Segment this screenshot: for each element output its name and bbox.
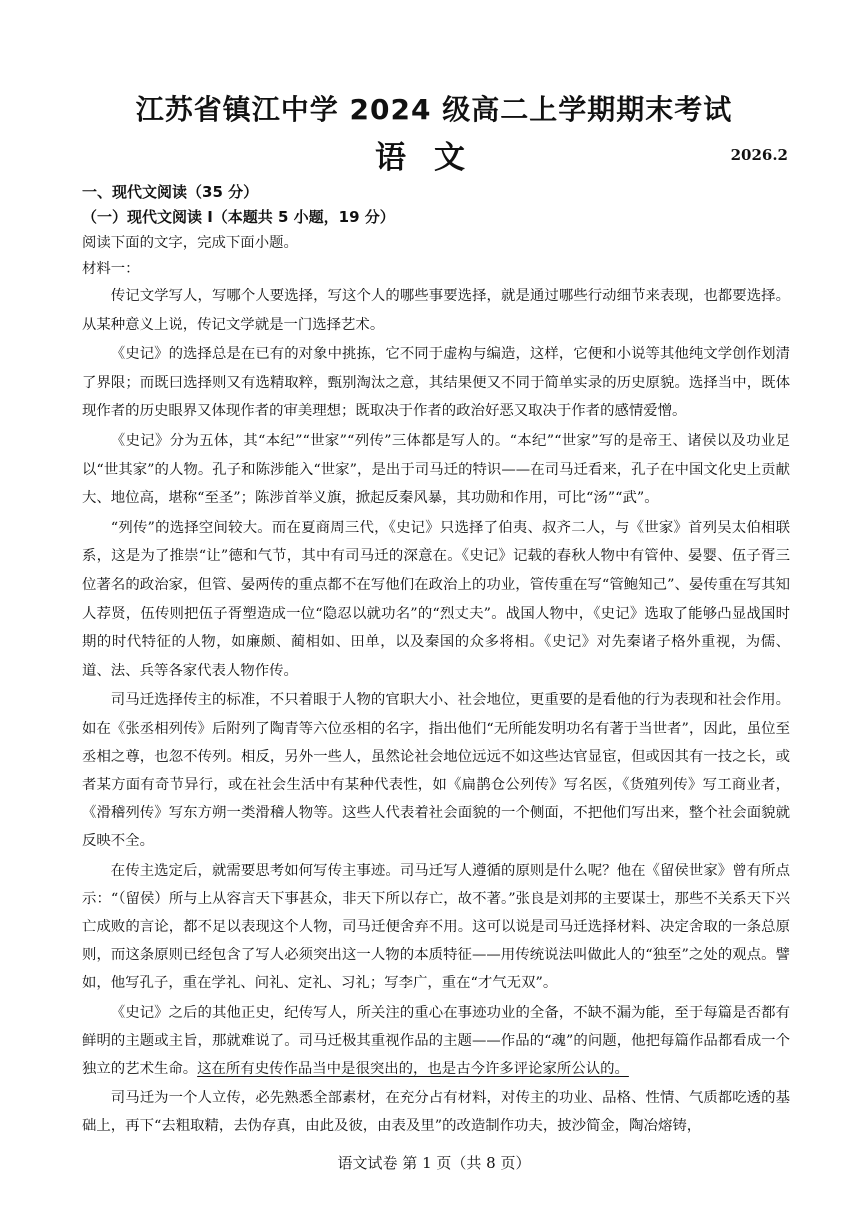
exam-title: 江苏省镇江中学 2024 级高二上学期期末考试	[135, 93, 733, 126]
page-footer: 语文试卷 第 1 页（共 8 页）	[337, 1154, 531, 1172]
paragraph-3: 《史记》分为五体，其“本纪”“世家”“列传”三体都是写人的。“本纪”“世家”写的是帝王、诸侯以及功业足以“世其家”的人物。孔子和陈涉能入“世家”，是出于司马迁的特识——在司马迁看来，孔子在中国文化史上贡献大、地位高，堪称“至圣”；陈涉首举义旗，掀起反秦风暴，其功勋和作用，可比“汤”“武”。	[82, 432, 790, 507]
material-label: 材料一：	[82, 261, 140, 277]
subsection-heading: （一）现代文阅读 I（本题共 5 小题，19 分）	[82, 208, 395, 226]
paragraph-8: 司马迁为一个人立传，必先熟悉全部素材，在充分占有材料，对传主的功业、品格、性情、气质都吃透的基础上，再下“去粗取精，去伪存真，由此及彼，由表及里”的改造制作功夫，披沙简金，陶冶熔铸，	[82, 1090, 790, 1135]
reading-section	[82, 180, 790, 1142]
section-heading: 一、现代文阅读（35 分）	[82, 183, 259, 201]
paragraph-2: 《史记》的选择总是在已有的对象中挑拣，它不同于虚构与编造，这样，它便和小说等其他纯文学创作划清了界限；而既曰选择则又有选精取粹，甄别淘汰之意，其结果便又不同于简单实录的历史原貌。选择当中，既体现作者的历史眼界又体现作者的审美理想；既取决于作者的政治好恶又取决于作者的感情爱憎。	[82, 346, 790, 420]
paragraph-1: 传记文学写人，写哪个人要选择，写这个人的哪些事要选择，就是通过哪些行动细节来表现，也都要选择。从某种意义上说，传记文学就是一门选择艺术。	[82, 288, 790, 333]
paragraph-7	[82, 999, 790, 1084]
paragraph-6: 在传主选定后，就需要思考如何写传主事迹。司马迁写人遵循的原则是什么呢？他在《留侯世家》曾有所点示：“（留侯）所与上从容言天下事甚众，非天下所以存亡，故不著。”张良是刘邦的主要谋士，那些不关系天下兴亡成败的言论，都不足以表现这个人物，司马迁便舍弃不用。这可以说是司马迁选择材料、决定舍取的一条总原则，而这条原则已经包含了写人必须突出这一人物的本质特征——用传统说法叫做此人的“独至”之处的观点。譬如，他写孔子，重在学礼、问礼、定礼、习礼；写李广，重在“才气无双”。	[82, 862, 790, 992]
paragraph-4: “列传”的选择空间较大。而在夏商周三代，《史记》只选择了伯夷、叔齐二人，与《世家》首列吴太伯相联系，这是为了推崇“让”德和气节，其中有司马迁的深意在。《史记》记载的春秋人物中有管仲、晏婴、伍子胥三位著名的政治家，但管、晏两传的重点都不在写他们在政治上的功业，管传重在写“管鲍知己”、晏传重在写其知人荐贤，伍传则把伍子胥塑造成一位“隐忍以就功名”的“烈丈夫”。战国人物中，《史记》选取了能够凸显战国时期的时代特征的人物，如廉颇、蔺相如、田单，以及秦国的众多将相。《史记》对先秦诸子格外重视，为儒、道、法、兵等各家代表人物作传。	[82, 519, 790, 679]
instruction-text: 阅读下面的文字，完成下面小题。	[82, 235, 298, 251]
underlined-sentence: 这在所有史传作品当中是很突出的，也是古今许多评论家所公认的。	[197, 1060, 629, 1077]
paragraph-7-text: 《史记》之后的其他正史，纪传写人，所关注的重心在事迹功业的全备，不缺不漏为能，至于每篇是否都有鲜明的主题或主旨，那就难说了。司马迁极其重视作品的主题——作品的“魂”的问题，他把每篇作品都看成一个独立的艺术生命。	[82, 1004, 790, 1077]
subject-title: 语文	[375, 140, 493, 176]
paragraph-5: 司马迁选择传主的标准，不只着眼于人物的官职大小、社会地位，更重要的是看他的行为表现和社会作用。如在《张丞相列传》后附列了陶青等六位丞相的名字，指出他们“无所能发明功名有著于当世者”，因此，虽位至丞相之尊，也忽不传列。相反，另外一些人，虽然论社会地位远远不如这些达官显宦，但或因其有一技之长，或者某方面有奇节异行，或在社会生活中有某种代表性，如《扁鹊仓公列传》写名医，《货殖列传》写工商业者，《滑稽列传》写东方朔一类滑稽人物等。这些人代表着社会面貌的一个侧面，不把他们写出来，整个社会面貌就反映不全。	[82, 692, 790, 850]
exam-date: 2026.2	[730, 146, 788, 164]
